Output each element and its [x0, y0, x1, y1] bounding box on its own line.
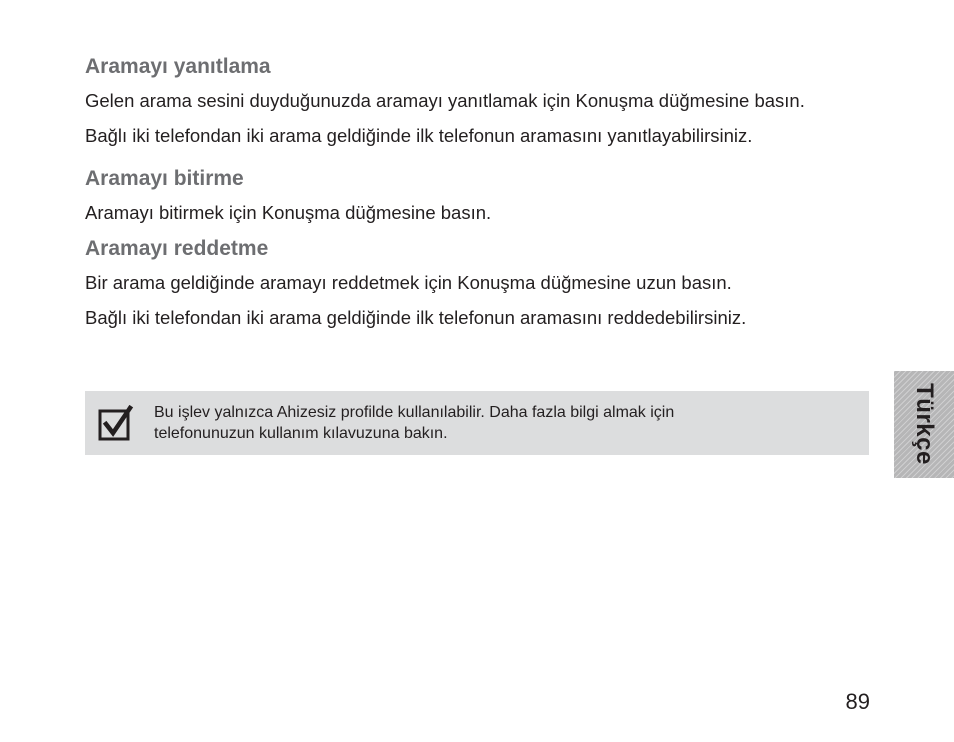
paragraph: Bir arama geldiğinde aramayı reddetmek için Konuşma düğmesine uzun basın.: [85, 272, 732, 293]
page-number: 89: [845, 689, 870, 714]
section-reject-call: [85, 236, 875, 330]
checkbox-check-icon: [98, 405, 134, 441]
paragraph: Bağlı iki telefondan iki arama geldiğinde ilk telefonun aramasını reddedebilirsiniz.: [85, 307, 747, 328]
section-heading: Aramayı yanıtlama: [85, 55, 271, 78]
section-end-call: [85, 166, 875, 225]
main-content: [85, 54, 875, 348]
note-line: Bu işlev yalnızca Ahizesiz profilde kullanılabilir. Daha fazla bilgi almak için: [154, 404, 675, 421]
paragraph: Gelen arama sesini duyduğunuzda aramayı yanıtlamak için Konuşma düğmesine basın.: [85, 90, 805, 111]
paragraph: Bağlı iki telefondan iki arama geldiğinde ilk telefonun aramasını yanıtlayabilirsiniz.: [85, 125, 753, 146]
section-heading: Aramayı reddetme: [85, 237, 269, 260]
note-box: [85, 391, 869, 455]
language-tab-label: Türkçe: [911, 383, 938, 465]
note-text: [154, 402, 844, 444]
language-side-tab: [894, 371, 954, 478]
section-heading: Aramayı bitirme: [85, 167, 244, 190]
section-answer-call: [85, 54, 875, 148]
note-line: telefonunuzun kullanım kılavuzuna bakın.: [154, 425, 448, 442]
paragraph: Aramayı bitirmek için Konuşma düğmesine basın.: [85, 202, 492, 223]
